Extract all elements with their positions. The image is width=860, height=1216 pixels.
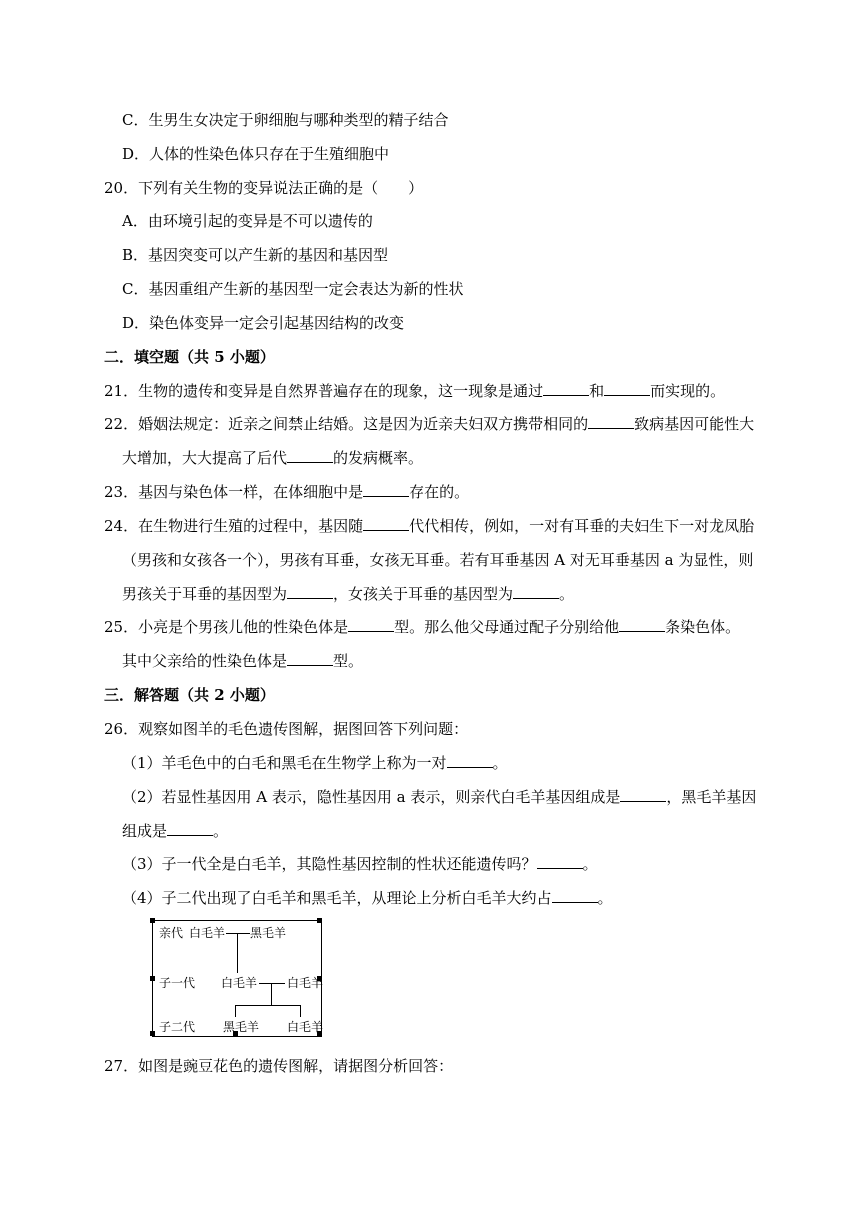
text: （4）子二代出现了白毛羊和黑毛羊，从理论上分析白毛羊大约占 — [122, 889, 552, 907]
text: 存在的。 — [409, 483, 470, 501]
question-23 — [104, 482, 469, 502]
blank — [619, 617, 665, 632]
text: 23．基因与染色体一样，在体细胞中是 — [104, 483, 364, 501]
text: （3）子一代全是白毛羊，其隐性基因控制的性状还能遗传吗？ — [122, 855, 537, 873]
question-24 — [104, 516, 754, 536]
question-26-part3 — [122, 854, 598, 874]
branch-right — [300, 1005, 301, 1017]
resize-handle — [150, 918, 155, 923]
blank — [363, 516, 409, 531]
text: 男孩关于耳垂的基因型为 — [122, 585, 288, 603]
generation-label-f2: 子二代 — [159, 1020, 196, 1034]
question-26-part1 — [122, 753, 508, 773]
cross-line — [226, 933, 250, 934]
question-24-cont1: （男孩和女孩各一个），男孩有耳垂，女孩无耳垂。若有耳垂基因 A 对无耳垂基因 a 为显性，则 — [122, 551, 754, 569]
blank — [287, 448, 333, 463]
question-25 — [104, 617, 740, 637]
text: ，黑毛羊基因 — [666, 788, 757, 806]
text: 。 — [582, 855, 598, 873]
descent-line — [237, 933, 238, 973]
text: 。 — [213, 822, 229, 840]
blank — [348, 617, 394, 632]
text: 型。 — [333, 652, 364, 670]
text: （2）若显性基因用 A 表示，隐性基因用 a 表示，则亲代白毛羊基因组成是 — [122, 788, 621, 806]
question-26-part2-cont — [122, 821, 228, 841]
f1-white-sheep-right: 白毛羊 — [287, 976, 324, 990]
option-c-20: C．基因重组产生新的基因型一定会表达为新的性状 — [122, 280, 464, 298]
blank — [620, 787, 666, 802]
blank — [167, 821, 213, 836]
text: 和 — [589, 382, 605, 400]
text: （1）羊毛色中的白毛和黑毛在生物学上称为一对 — [122, 754, 447, 772]
resize-handle — [150, 976, 155, 981]
blank — [363, 482, 409, 497]
blank — [588, 414, 634, 429]
text: 而实现的。 — [650, 382, 726, 400]
text: 组成是 — [122, 822, 168, 840]
generation-label-f1: 子一代 — [159, 976, 196, 990]
cross-line — [259, 983, 285, 984]
text: 大增加，大大提高了后代 — [122, 449, 288, 467]
f2-white-sheep: 白毛羊 — [287, 1020, 324, 1034]
line-option-c-19: C．生男生女决定于卵细胞与哪种类型的精子结合 — [122, 111, 449, 129]
question-21 — [104, 381, 725, 401]
section-answer-title: 三．解答题（共 2 小题） — [104, 686, 275, 704]
line-option-d-19: D．人体的性染色体只存在于生殖细胞中 — [122, 145, 390, 163]
question-26-part2 — [122, 787, 756, 807]
question-22 — [104, 414, 754, 434]
branch-line — [235, 1005, 301, 1006]
text: 型。那么他父母通过配子分别给他 — [394, 618, 620, 636]
f1-white-sheep-left: 白毛羊 — [221, 976, 258, 990]
question-20: 20．下列有关生物的变异说法正确的是（ ） — [104, 179, 424, 197]
option-d-20: D．染色体变异一定会引起基因结构的改变 — [122, 314, 405, 332]
text: 24．在生物进行生殖的过程中，基因随 — [104, 517, 364, 535]
blank — [287, 651, 333, 666]
section-fill-in-title: 二．填空题（共 5 小题） — [104, 348, 275, 366]
text: 22．婚姻法规定：近亲之间禁止结婚。这是因为近亲夫妇双方携带相同的 — [104, 415, 589, 433]
text: 25．小亮是个男孩儿他的性染色体是 — [104, 618, 349, 636]
text: 致病基因可能性大 — [634, 415, 755, 433]
text: 。 — [597, 889, 613, 907]
text: 代代相传，例如，一对有耳垂的夫妇生下一对龙凤胎 — [409, 517, 755, 535]
question-22-cont — [122, 448, 423, 468]
question-27: 27．如图是豌豆花色的遗传图解，请据图分析回答： — [104, 1057, 454, 1075]
question-26-part4 — [122, 888, 613, 908]
question-24-cont2 — [122, 584, 574, 604]
text: 21．生物的遗传和变异是自然界普遍存在的现象，这一现象是通过 — [104, 382, 544, 400]
text: 的发病概率。 — [333, 449, 424, 467]
descent-line — [271, 983, 272, 1005]
question-26: 26．观察如图羊的毛色遗传图解，据图回答下列问题： — [104, 720, 469, 738]
blank — [447, 753, 493, 768]
text: 条染色体。 — [665, 618, 741, 636]
branch-left — [235, 1005, 236, 1017]
f2-black-sheep: 黑毛羊 — [223, 1020, 260, 1034]
option-a-20: A．由环境引起的变异是不可以遗传的 — [122, 212, 373, 230]
blank — [543, 381, 589, 396]
resize-handle — [317, 918, 322, 923]
text: ，女孩关于耳垂的基因型为 — [333, 585, 514, 603]
parent-white-sheep: 白毛羊 — [189, 926, 226, 940]
generation-label-parent: 亲代 — [159, 926, 184, 940]
blank — [513, 584, 559, 599]
parent-black-sheep: 黑毛羊 — [250, 926, 287, 940]
blank — [552, 888, 598, 903]
text: 其中父亲给的性染色体是 — [122, 652, 288, 670]
text: 。 — [559, 585, 575, 603]
blank — [537, 854, 583, 869]
option-b-20: B．基因突变可以产生新的基因和基因型 — [122, 246, 389, 264]
sheep-inheritance-diagram — [152, 920, 322, 1037]
resize-handle — [150, 1031, 155, 1036]
blank — [604, 381, 650, 396]
text: 。 — [492, 754, 508, 772]
blank — [287, 584, 333, 599]
question-25-cont — [122, 651, 363, 671]
